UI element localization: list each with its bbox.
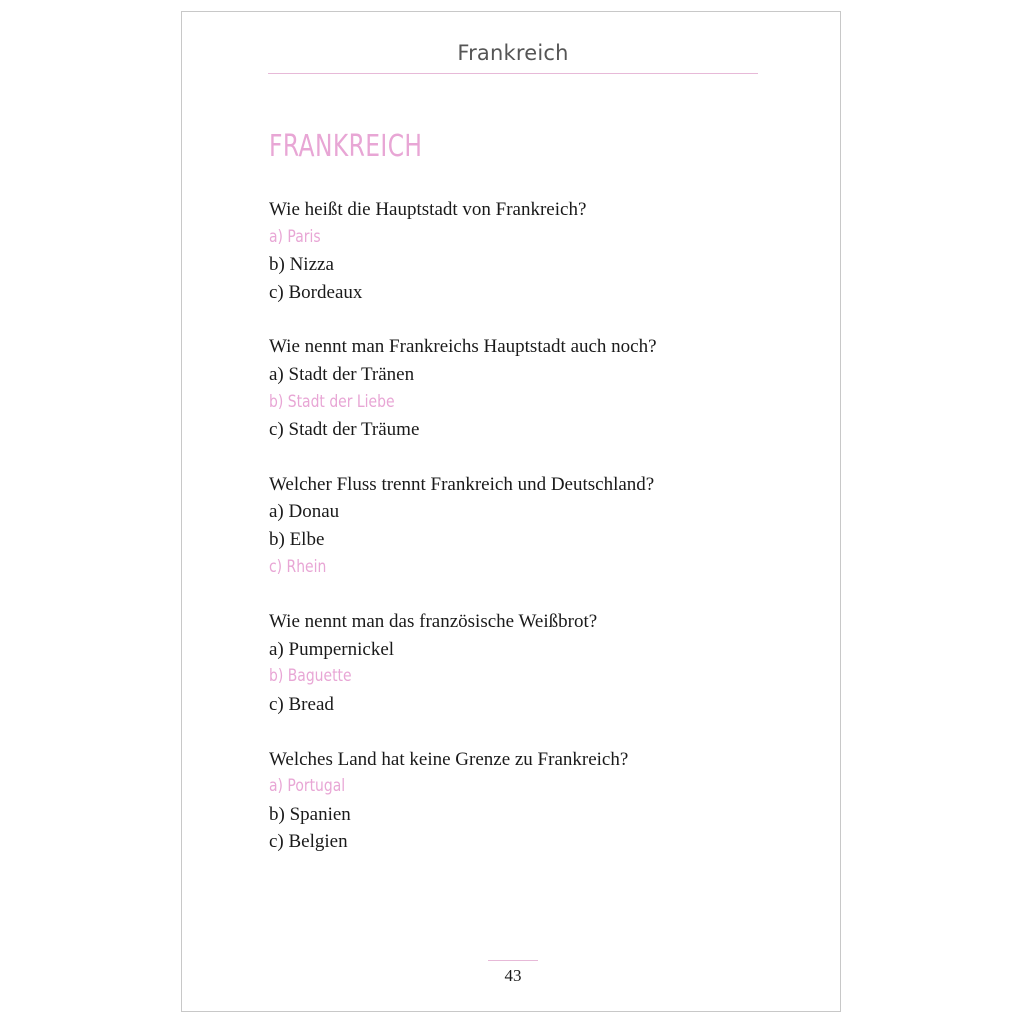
question-text: Wie nennt man Frankreichs Hauptstadt auch noch?	[269, 336, 657, 358]
question-text: Wie heißt die Hauptstadt von Frankreich?	[269, 199, 587, 220]
answer-option: c) Bordeaux	[269, 281, 363, 303]
answer-option-correct: c) Rhein	[269, 556, 327, 577]
answer-option: c) Bread	[269, 693, 334, 715]
question-text: Wie nennt man das französische Weißbrot?	[269, 611, 598, 633]
header-divider	[268, 73, 758, 74]
answer-option: b) Nizza	[269, 254, 334, 276]
answer-option-correct: a) Paris	[269, 226, 321, 247]
page-number: 43	[504, 966, 522, 985]
quiz-list	[269, 196, 809, 883]
running-header: Frankreich	[457, 41, 569, 65]
quiz-item	[269, 333, 809, 443]
footer-divider	[488, 960, 538, 961]
answer-option: a) Pumpernickel	[269, 638, 395, 660]
quiz-item	[269, 608, 809, 718]
answer-option-correct: a) Portugal	[269, 776, 346, 797]
answer-option: b) Spanien	[269, 803, 351, 825]
quiz-item	[269, 746, 809, 856]
answer-option: c) Stadt der Träume	[269, 419, 420, 441]
question-text: Welches Land hat keine Grenze zu Frankreich?	[269, 748, 629, 770]
answer-option-correct: b) Baguette	[269, 666, 352, 687]
answer-option: a) Stadt der Tränen	[269, 363, 415, 385]
answer-option: c) Belgien	[269, 831, 348, 853]
quiz-item	[269, 471, 809, 581]
chapter-title: FRANKREICH	[269, 129, 423, 164]
answer-option: a) Donau	[269, 501, 340, 523]
answer-option-correct: b) Stadt der Liebe	[269, 391, 395, 412]
question-text: Welcher Fluss trennt Frankreich und Deutschland?	[269, 473, 655, 495]
answer-option: b) Elbe	[269, 528, 325, 550]
book-page	[181, 11, 841, 1012]
quiz-item	[269, 196, 809, 306]
